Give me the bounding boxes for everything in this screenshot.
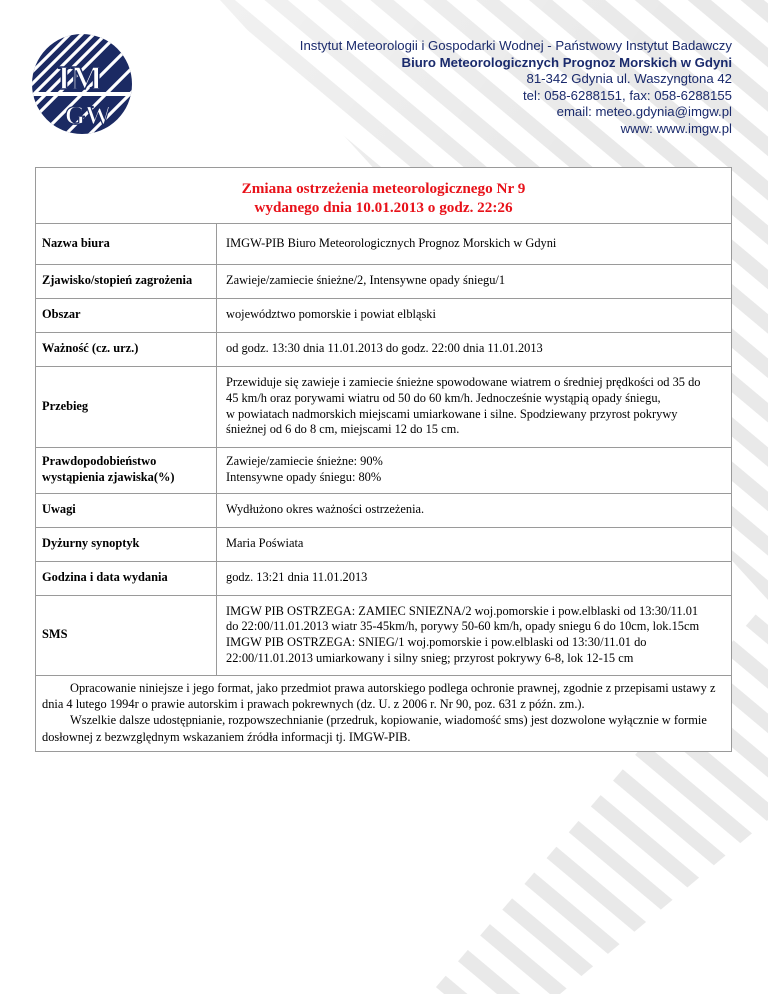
row-value-office: IMGW-PIB Biuro Meteorologicznych Prognoz Morskich w Gdyni bbox=[217, 224, 732, 264]
probability-label-line: Prawdopodobieństwo bbox=[42, 454, 157, 469]
course-line: w powiatach nadmorskich miejscami umiarkowane i silne. Spodziewany przyrost pokrywy bbox=[226, 406, 678, 421]
document-title bbox=[36, 168, 731, 224]
title-line-1: Zmiana ostrzeżenia meteorologicznego Nr 9 bbox=[241, 180, 526, 197]
course-line: 45 km/h oraz porywami wiatru od 50 do 60 km/h. Jednocześnie wystąpią opady śniegu, bbox=[226, 390, 661, 405]
header-office-name: Biuro Meteorologicznych Prognoz Morskich w Gdyni bbox=[401, 54, 732, 70]
header-institute-name: Instytut Meteorologii i Gospodarki Wodnej - Państwowy Instytut Badawczy bbox=[299, 38, 732, 53]
row-label-sms: SMS bbox=[36, 595, 217, 675]
row-label-office: Nazwa biura bbox=[36, 224, 217, 264]
table-row-office bbox=[36, 224, 731, 264]
sms-line: IMGW PIB OSTRZEGA: SNIEG/1 woj.pomorskie i pow.elblaski od 13:30/11.01 do bbox=[226, 635, 647, 649]
table-row-issued bbox=[36, 561, 731, 595]
title-line-2: wydanego dnia 10.01.2013 o godz. 22:26 bbox=[254, 198, 513, 216]
table-row-notes bbox=[36, 493, 731, 527]
institute-header bbox=[300, 38, 732, 138]
imgw-logo bbox=[30, 32, 134, 136]
row-label-course: Przebieg bbox=[36, 366, 217, 447]
header-email[interactable]: email: meteo.gdynia@imgw.pl bbox=[556, 104, 732, 120]
row-label-area: Obszar bbox=[36, 298, 217, 332]
row-label-validity: Ważność (cz. urz.) bbox=[36, 332, 217, 366]
probability-line: Zawieje/zamiecie śnieżne: 90% bbox=[226, 454, 383, 469]
header-website[interactable]: www: www.imgw.pl bbox=[620, 120, 732, 136]
row-value-validity: od godz. 13:30 dnia 11.01.2013 do godz. 22:00 dnia 11.01.2013 bbox=[217, 332, 732, 366]
row-value-sms bbox=[217, 595, 732, 675]
row-label-probability bbox=[36, 447, 217, 493]
table-row-sms bbox=[36, 595, 731, 675]
header-phone: tel: 058-6288151, fax: 058-6288155 bbox=[523, 87, 732, 103]
row-value-probability bbox=[217, 447, 732, 493]
table-row-probability bbox=[36, 447, 731, 493]
course-line: śnieżnej od 6 do 8 cm, miejscami 12 do 15 cm. bbox=[226, 422, 460, 437]
probability-label-line: wystąpienia zjawiska(%) bbox=[42, 470, 175, 484]
header-address: 81-342 Gdynia ul. Waszyngtona 42 bbox=[526, 71, 732, 87]
row-value-synoptic: Maria Poświata bbox=[217, 527, 732, 561]
row-label-notes: Uwagi bbox=[36, 493, 217, 527]
copyright-paragraph: Opracowanie niniejsze i jego format, jako przedmiot prawa autorskiego podlega ochronie prawnej, zgodnie z przepisami ustawy z dnia 4 lutego 1994r o prawie autorskim i prawach pokrewnych (dz. U. z 2006 r. Nr 90, poz. 631 z późn. zm.). bbox=[42, 680, 716, 711]
table-row-course bbox=[36, 366, 731, 447]
row-label-issued: Godzina i data wydania bbox=[36, 561, 217, 595]
table-row-area bbox=[36, 298, 731, 332]
warning-document bbox=[35, 167, 732, 752]
course-line: Przewiduje się zawieje i zamiecie śnieżne spowodowane wiatrem o średniej prędkości od 35 do bbox=[226, 375, 701, 390]
row-value-phenomenon: Zawieje/zamiecie śnieżne/2, Intensywne opady śniegu/1 bbox=[217, 264, 732, 298]
sms-line: 22:00/11.01.2013 umiarkowany i silny snieg; przyrost pokrywy 6-8, lok 12-15 cm bbox=[226, 650, 634, 665]
probability-line: Intensywne opady śniegu: 80% bbox=[226, 470, 382, 484]
logo-text-top: IM bbox=[57, 60, 103, 97]
table-row-synoptic bbox=[36, 527, 731, 561]
row-label-phenomenon: Zjawisko/stopień zagrożenia bbox=[36, 264, 217, 298]
warning-table bbox=[36, 224, 731, 676]
sms-line: IMGW PIB OSTRZEGA: ZAMIEC SNIEZNA/2 woj.pomorskie i pow.elblaski od 13:30/11.01 bbox=[226, 603, 699, 618]
row-value-issued: godz. 13:21 dnia 11.01.2013 bbox=[217, 561, 732, 595]
copyright-footer bbox=[36, 676, 731, 752]
distribution-paragraph: Wszelkie dalsze udostępnianie, rozpowszechnianie (przedruk, kopiowanie, wiadomość sms) jest dozwolone wyłącznie w formie dosłownej z bezwzględnym wskazaniem źródła informacji tj. IMGW-PIB. bbox=[42, 713, 707, 744]
row-value-area: województwo pomorskie i powiat elbląski bbox=[217, 298, 732, 332]
table-row-phenomenon bbox=[36, 264, 731, 298]
row-value-notes: Wydłużono okres ważności ostrzeżenia. bbox=[217, 493, 732, 527]
table-row-validity bbox=[36, 332, 731, 366]
sms-line: do 22:00/11.01.2013 wiatr 35-45km/h, porywy 50-60 km/h, opady sniegu 6 do 10cm, lok.15cm bbox=[226, 619, 700, 634]
logo-text-bottom: GW bbox=[64, 101, 112, 130]
row-label-synoptic: Dyżurny synoptyk bbox=[36, 527, 217, 561]
row-value-course bbox=[217, 366, 732, 447]
